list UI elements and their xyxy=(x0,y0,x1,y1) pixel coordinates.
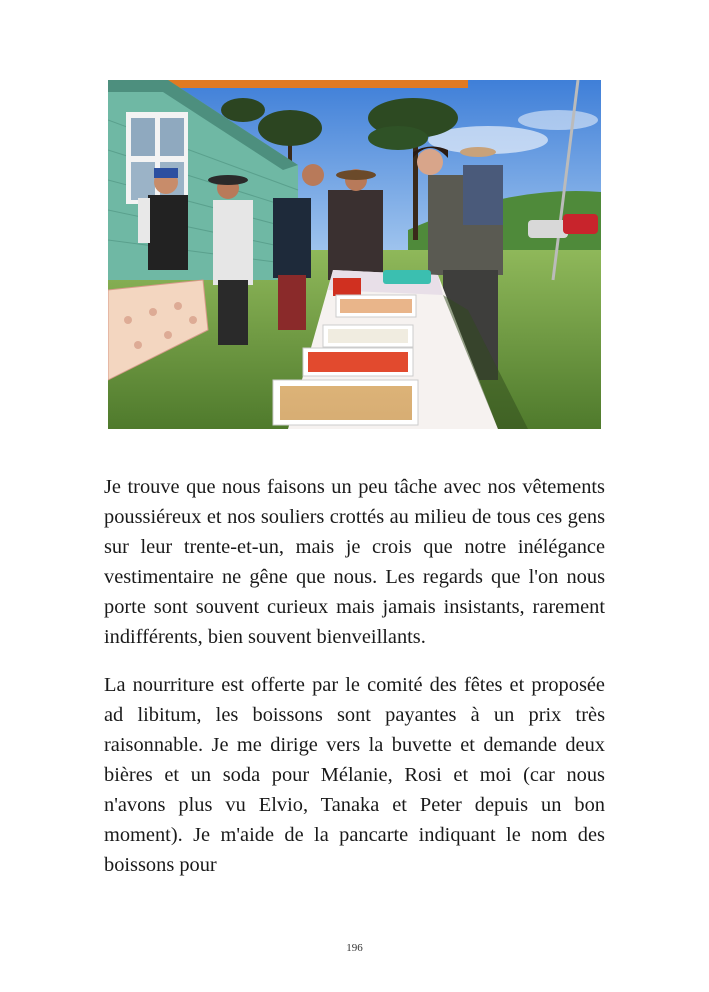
paragraph: Je trouve que nous faisons un peu tâche avec nos vêtements poussiéreux et nos souliers crottés au milieu de tous ces gens sur leur trente-et-un, mais je crois que notre inélégance vestimentaire ne gêne que nous. Les regards que l'on nous porte sont souvent curieux mais jamais insistants, rarement indifférents, bien souvent bienveillants. xyxy=(104,476,605,648)
buffet-photo-illustration xyxy=(108,80,601,429)
body-text xyxy=(104,472,605,898)
buffet-photo xyxy=(108,80,601,429)
paragraph: La nourriture est offerte par le comité des fêtes et proposée ad libitum, les boissons sont payantes à un prix très raisonnable. Je me dirige vers la buvette et demande deux bières et un soda pour Mélanie, Rosi et moi (car nous n'avons plus vu Elvio, Tanaka et Peter depuis un bon moment). Je m'aide de la pancarte indiquant le nom des boissons pour xyxy=(104,674,605,876)
page-number: 196 xyxy=(346,942,363,954)
